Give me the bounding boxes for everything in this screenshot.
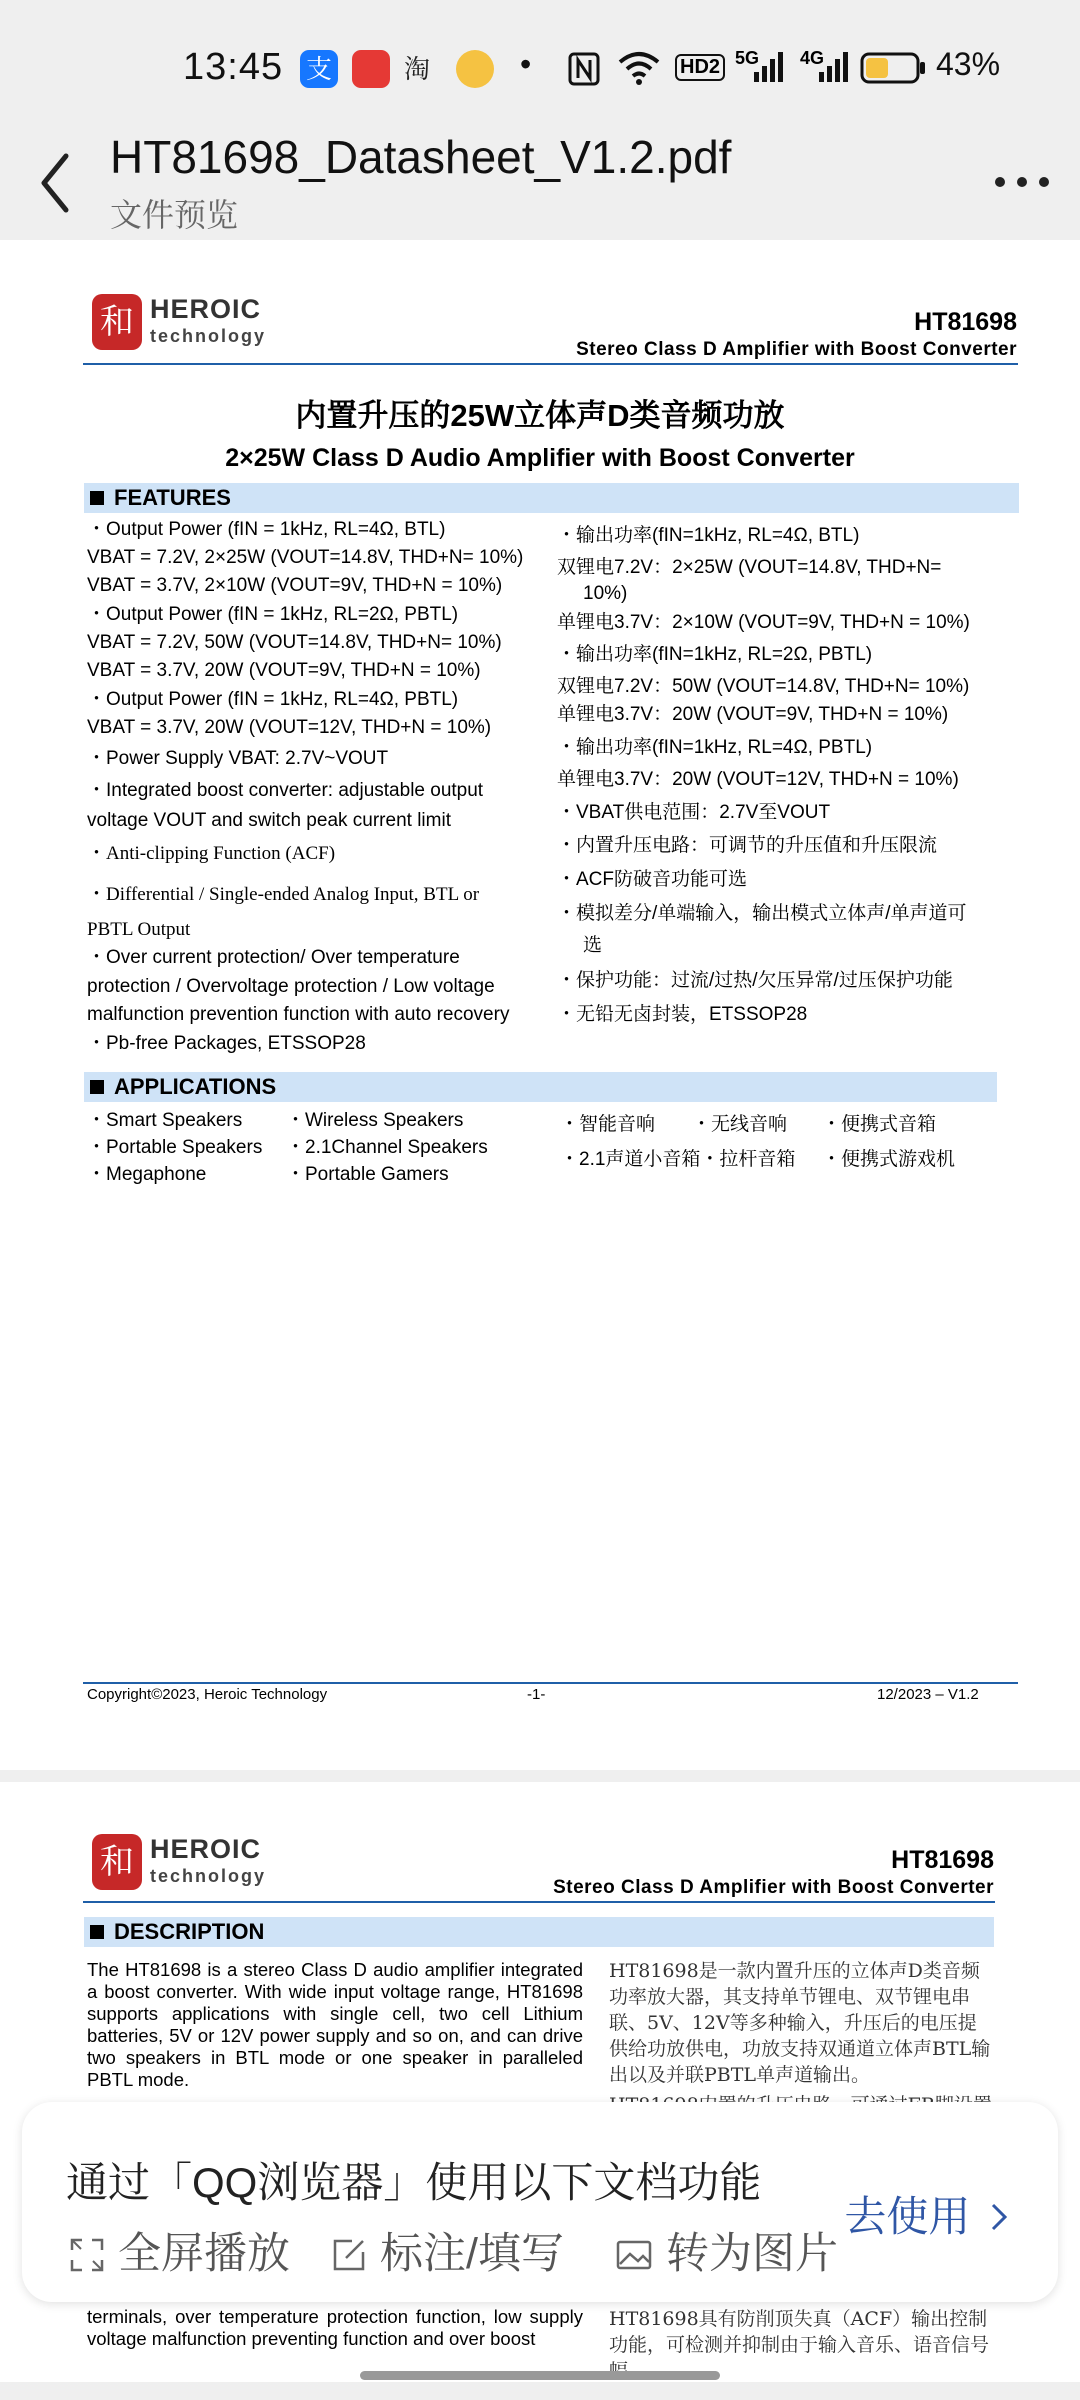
app-icon bbox=[352, 50, 390, 88]
signal-icon-2 bbox=[817, 50, 851, 84]
feature-line: malfunction prevention function with auto recovery bbox=[87, 1004, 510, 1025]
application-item: ・Portable Speakers bbox=[87, 1137, 263, 1158]
footer-page-number: -1- bbox=[527, 1686, 546, 1703]
signal-icon bbox=[752, 50, 786, 84]
footer-version: 12/2023 – V1.2 bbox=[877, 1686, 979, 1703]
feature-line-cn: ・输出功率(fIN=1kHz, RL=4Ω, PBTL) bbox=[557, 737, 873, 758]
annotate-feature[interactable] bbox=[332, 2220, 564, 2281]
description-en: The HT81698 is a stereo Class D audio amplifier integrated a boost converter. With wide input voltage range, HT81698 supports applications with single cell, two cell Lithium batteries, 5V or 12V power supply and so on, and can drive two speakers in BTL mode or one speaker in paralleled PBTL mode. bbox=[87, 1959, 583, 2090]
part-number: HT81698 bbox=[891, 1846, 994, 1874]
bullet-square bbox=[90, 1925, 104, 1939]
application-item-cn: ・无线音响 bbox=[692, 1114, 788, 1135]
alipay-icon: 支 bbox=[300, 50, 338, 88]
logo-mark: 和 bbox=[92, 1834, 142, 1890]
qq-browser-prompt bbox=[22, 2102, 1058, 2302]
image-icon bbox=[616, 2238, 652, 2272]
features-heading-text: FEATURES bbox=[114, 485, 231, 510]
description-cn-bottom: HT81698具有防削顶失真（ACF）输出控制功能，可检测并抑制由于输入音乐、语音信号 bbox=[609, 2308, 990, 2356]
feature-line: ・Output Power (fIN = 1kHz, RL=2Ω, PBTL) bbox=[87, 604, 459, 625]
feature-line-cn: 单锂电3.7V：2×10W (VOUT=9V, THD+N = 10%) bbox=[557, 612, 970, 633]
feature-line: ・Output Power (fIN = 1kHz, RL=4Ω, PBTL) bbox=[87, 689, 459, 710]
logo-text: HEROIC bbox=[150, 1834, 262, 1864]
application-item-cn: ・便携式游戏机 bbox=[822, 1149, 956, 1170]
application-item-cn: ・智能音响 bbox=[560, 1114, 656, 1135]
part-number: HT81698 bbox=[914, 308, 1017, 336]
annotate-label: 标注/填写 bbox=[380, 2230, 564, 2278]
4g-indicator: 4G bbox=[800, 48, 825, 68]
part-description: Stereo Class D Amplifier with Boost Converter bbox=[576, 339, 1017, 360]
feature-line: VBAT = 3.7V, 20W (VOUT=9V, THD+N = 10%) bbox=[87, 660, 481, 681]
feature-line-cn: 双锂电7.2V：50W (VOUT=14.8V, THD+N= 10%) bbox=[557, 676, 970, 697]
description-cn: HT81698是一款内置升压的立体声D类音频功率放大器，其支持单节锂电、双节锂电串联、5V、12V等多种输入，升压后的电压提供给功放供电，功放支持双通道立体声BTL输出以及并联PBTL单声道输出。 bbox=[609, 1960, 991, 2086]
feature-line-cn: ・保护功能：过流/过热/欠压异常/过压保护功能 bbox=[557, 970, 953, 991]
application-item: ・Megaphone bbox=[87, 1164, 207, 1185]
application-item: ・Portable Gamers bbox=[286, 1164, 449, 1185]
application-item: ・Wireless Speakers bbox=[286, 1110, 464, 1131]
fullscreen-label: 全屏播放 bbox=[118, 2230, 290, 2278]
feature-line-cn: 单锂电3.7V：20W (VOUT=12V, THD+N = 10%) bbox=[557, 769, 959, 790]
feature-line: VBAT = 3.7V, 2×10W (VOUT=9V, THD+N = 10%) bbox=[87, 575, 503, 596]
company-logo bbox=[92, 1834, 292, 1892]
5g-indicator: 5G bbox=[735, 48, 760, 68]
status-bar bbox=[0, 0, 1080, 140]
taobao-icon: 淘 bbox=[404, 54, 431, 84]
feature-line: VBAT = 7.2V, 2×25W (VOUT=14.8V, THD+N= 10%) bbox=[87, 547, 524, 568]
feature-line: VBAT = 3.7V, 20W (VOUT=12V, THD+N = 10%) bbox=[87, 717, 492, 738]
back-icon[interactable] bbox=[36, 148, 76, 218]
features-heading bbox=[84, 483, 1019, 513]
status-time: 13:45 bbox=[183, 46, 284, 88]
company-logo bbox=[92, 294, 292, 352]
fullscreen-icon bbox=[70, 2238, 104, 2272]
feature-line-cn: ・ACF防破音功能可选 bbox=[557, 869, 748, 890]
footer-copyright: Copyright©2023, Heroic Technology bbox=[87, 1686, 328, 1703]
prompt-title: 通过「QQ浏览器」使用以下文档功能 bbox=[66, 2159, 762, 2206]
feature-line: PBTL Output bbox=[87, 919, 191, 940]
title-en: 2×25W Class D Audio Amplifier with Boost Converter bbox=[225, 444, 855, 472]
feature-line: ・Integrated boost converter: adjustable output bbox=[87, 780, 484, 801]
nfc-icon bbox=[568, 52, 600, 86]
feature-line-cn: ・VBAT供电范围：2.7V至VOUT bbox=[557, 802, 831, 823]
feature-line: ・Differential / Single-ended Analog Input, BTL or bbox=[87, 884, 480, 905]
fullscreen-feature[interactable] bbox=[70, 2220, 290, 2281]
application-item-cn: ・2.1声道小音箱・拉杆音箱 bbox=[560, 1149, 796, 1170]
feature-line-cn: ・输出功率(fIN=1kHz, RL=2Ω, PBTL) bbox=[557, 644, 873, 665]
edit-icon bbox=[332, 2238, 366, 2272]
feature-line: ・Power Supply VBAT: 2.7V~VOUT bbox=[87, 748, 389, 769]
feature-line-cn: ・输出功率(fIN=1kHz, RL=4Ω, BTL) bbox=[557, 525, 860, 546]
application-item: ・2.1Channel Speakers bbox=[286, 1137, 488, 1158]
description-heading-text: DESCRIPTION bbox=[114, 1919, 265, 1944]
chevron-right-icon bbox=[988, 2201, 1010, 2233]
logo-subtext: technology bbox=[150, 326, 267, 346]
to-image-feature[interactable] bbox=[616, 2220, 838, 2281]
description-en-bottom: terminals, over temperature protection function, low supply voltage malfunction preventing function and over boost bbox=[87, 2306, 583, 2349]
feature-line: VBAT = 7.2V, 50W (VOUT=14.8V, THD+N= 10%) bbox=[87, 632, 502, 653]
home-indicator[interactable] bbox=[360, 2371, 720, 2380]
feature-line: voltage VOUT and switch peak current limit bbox=[87, 810, 451, 831]
bullet-square bbox=[90, 1080, 104, 1094]
applications-heading bbox=[84, 1072, 997, 1102]
feature-line-cn: ・无铅无卤封装，ETSSOP28 bbox=[557, 1004, 808, 1025]
logo-mark: 和 bbox=[92, 294, 142, 350]
feature-line-cn: 单锂电3.7V：20W (VOUT=9V, THD+N = 10%) bbox=[557, 704, 949, 725]
feature-line: ・Output Power (fIN = 1kHz, RL=4Ω, BTL) bbox=[87, 519, 446, 540]
header-rule bbox=[83, 1901, 995, 1903]
battery-percent: 43% bbox=[936, 46, 1001, 82]
feature-line: ・Pb-free Packages, ETSSOP28 bbox=[87, 1033, 366, 1054]
footer-rule bbox=[83, 1682, 1018, 1684]
battery-icon bbox=[860, 52, 926, 84]
feature-line-cn: ・内置升压电路：可调节的升压值和升压限流 bbox=[557, 835, 938, 856]
hd-indicator: HD2 bbox=[675, 54, 725, 81]
feature-line: ・Anti-clipping Function (ACF) bbox=[87, 843, 336, 864]
application-item-cn: ・便携式音箱 bbox=[822, 1114, 937, 1135]
go-use-button[interactable] bbox=[844, 2184, 1010, 2244]
title-cn: 内置升压的25W立体声D类音频功放 bbox=[295, 398, 785, 433]
weibo-icon bbox=[456, 50, 494, 88]
logo-subtext: technology bbox=[150, 1866, 267, 1886]
applications-heading-text: APPLICATIONS bbox=[114, 1074, 277, 1099]
pdf-page-1 bbox=[0, 240, 1080, 1770]
go-use-label: 去使用 bbox=[844, 2193, 971, 2240]
feature-line-cn: ・模拟差分/单端输入，输出模式立体声/单声道可 bbox=[557, 903, 967, 924]
feature-line-cn: 选 bbox=[583, 935, 603, 956]
description-heading bbox=[84, 1917, 994, 1947]
logo-text: HEROIC bbox=[150, 294, 262, 324]
bullet-square bbox=[90, 491, 104, 505]
feature-line-cn: 双锂电7.2V：2×25W (VOUT=14.8V, THD+N= bbox=[557, 557, 942, 578]
feature-line-cn: 10%) bbox=[583, 583, 628, 604]
to-image-label: 转为图片 bbox=[666, 2230, 838, 2278]
header-rule bbox=[83, 363, 1018, 365]
file-subtitle: 文件预览 bbox=[110, 197, 239, 233]
dot-indicator: • bbox=[520, 46, 532, 82]
part-description: Stereo Class D Amplifier with Boost Converter bbox=[553, 1877, 994, 1898]
wifi-icon bbox=[616, 50, 662, 86]
more-options-icon[interactable] bbox=[992, 170, 1052, 194]
file-title: HT81698_Datasheet_V1.2.pdf bbox=[110, 131, 732, 183]
application-item: ・Smart Speakers bbox=[87, 1110, 243, 1131]
feature-line: protection / Overvoltage protection / Low voltage bbox=[87, 976, 495, 997]
feature-line: ・Over current protection/ Over temperature bbox=[87, 947, 460, 968]
top-bar bbox=[0, 130, 1080, 240]
